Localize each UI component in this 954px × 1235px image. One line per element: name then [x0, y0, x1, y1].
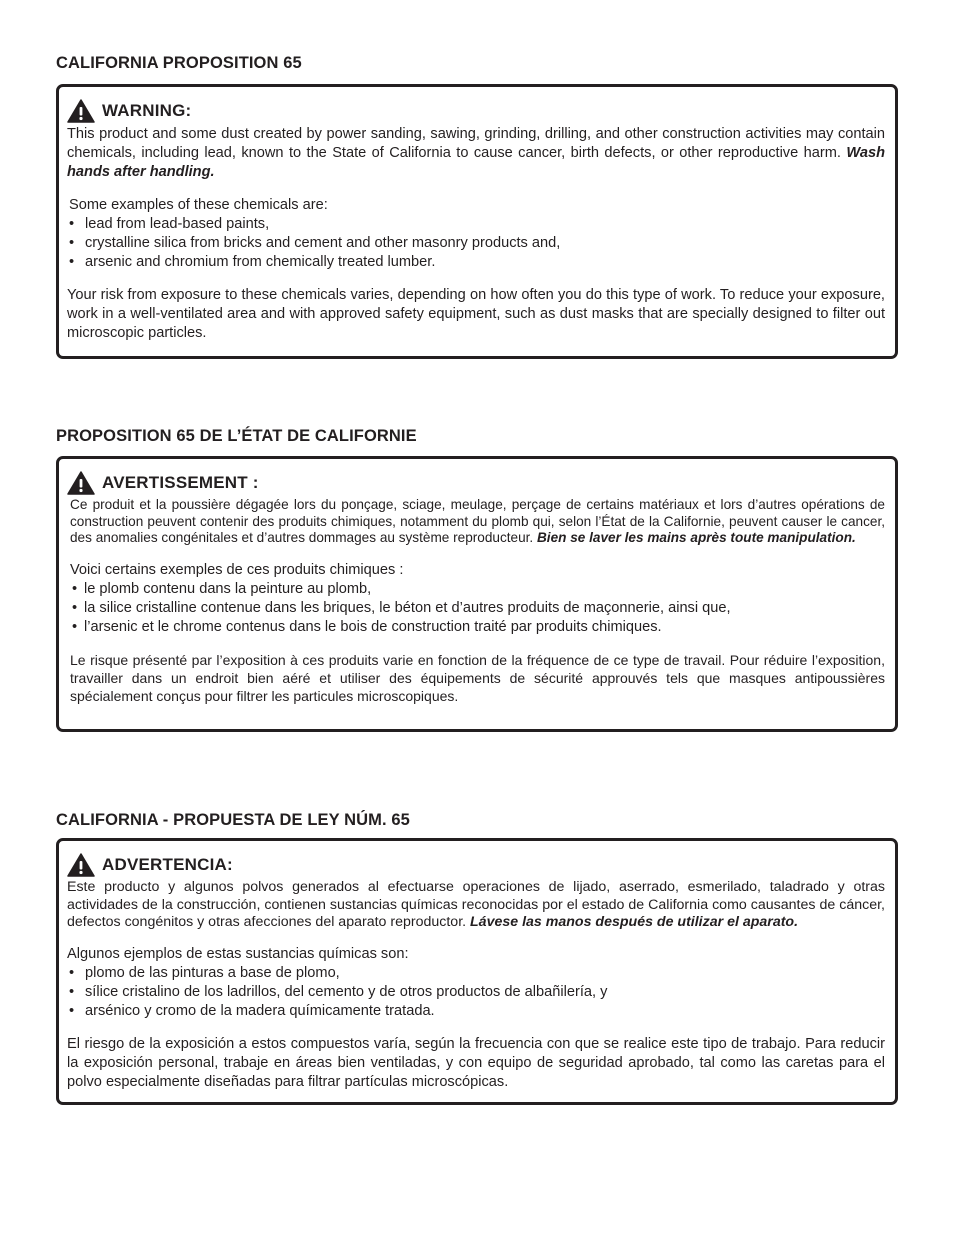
examples-intro: Some examples of these chemicals are:	[69, 197, 328, 213]
examples-list	[67, 215, 885, 272]
examples-intro: Algunos ejemplos de estas sustancias químicas son:	[67, 945, 409, 962]
warning-paragraph	[70, 497, 885, 547]
section-english	[56, 53, 898, 341]
warning-text: This product and some dust created by power sanding, sawing, grinding, drilling, and other construction activities may contain chemicals, including lead, known to the State of California to cause cancer, birth defects, or other reproductive harm.	[67, 126, 885, 161]
list-item: • lead from lead-based paints,	[67, 215, 885, 234]
warning-header	[67, 99, 885, 123]
section-title: CALIFORNIA PROPOSITION 65	[56, 54, 302, 72]
section-title: CALIFORNIA - PROPUESTA DE LEY NÚM. 65	[56, 811, 410, 829]
list-item: • plomo de las pinturas a base de plomo,	[67, 964, 885, 983]
warning-emphasis: Lávese las manos después de utilizar el aparato.	[470, 914, 799, 930]
list-item: • arsénico y cromo de la madera químicamente tratada.	[67, 1002, 885, 1021]
warning-paragraph	[67, 879, 885, 932]
warning-emphasis: Wash hands after handling.	[67, 145, 885, 180]
warning-label: WARNING:	[102, 101, 192, 120]
warning-box	[56, 456, 898, 732]
warning-triangle-icon	[67, 471, 95, 495]
warning-label: AVERTISSEMENT :	[102, 473, 259, 492]
list-item: • crystalline silica from bricks and cement and other masonry products and,	[67, 234, 885, 253]
list-item: • la silice cristalline contenue dans les briques, le béton et d’autres produits de maçonnerie, ainsi que,	[70, 599, 885, 618]
closing-paragraph: El riesgo de la exposición a estos compuestos varía, según la frecuencia con que se realice este tipo de trabajo. Para reducir la exposición personal, trabaje en áreas bien ventiladas, y con equipo de seguridad aprobado, tal como las caretas para el polvo especialmente diseñadas para filtrar partículas microscópicas.	[67, 1035, 885, 1090]
list-item: • arsenic and chromium from chemically treated lumber.	[67, 253, 885, 272]
list-item: • le plomb contenu dans la peinture au plomb,	[70, 580, 885, 599]
section-french	[56, 426, 898, 705]
warning-text: Ce produit et la poussière dégagée lors du ponçage, sciage, meulage, perçage de certains matériaux et lors d’autres opérations de construction peuvent contenir des produits chimiques, notamment du plomb qui, selon l’État de la Californie, peuvent causer le cancer, des anomalies congénitales et d’autres dommages au système reproducteur.	[70, 497, 885, 546]
list-item: • sílice cristalino de los ladrillos, del cemento y de otros productos de albañilería, y	[67, 983, 885, 1002]
section-spanish	[56, 810, 898, 1090]
warning-triangle-icon	[67, 853, 95, 877]
examples-list	[67, 964, 885, 1021]
warning-triangle-icon	[67, 99, 95, 123]
section-title: PROPOSITION 65 DE L’ÉTAT DE CALIFORNIE	[56, 427, 417, 445]
warning-header	[67, 471, 885, 495]
warning-text: Este producto y algunos polvos generados al efectuarse operaciones de lijado, aserrado, esmerilado, taladrado y otras actividades de la construcción, contienen sustancias químicas reconocidas por el estado de California como causantes de cáncer, defectos congénitos y otras afecciones del aparato reproductor.	[67, 879, 885, 930]
warning-box	[56, 838, 898, 1105]
warning-box	[56, 84, 898, 359]
examples-list	[70, 580, 885, 637]
warning-label: ADVERTENCIA:	[102, 855, 233, 874]
closing-paragraph: Your risk from exposure to these chemicals varies, depending on how often you do this type of work. To reduce your exposure, work in a well-ventilated area and with approved safety equipment, such as dust masks that are specially designed to filter out microscopic particles.	[67, 287, 885, 341]
warning-header	[67, 853, 885, 877]
list-item: • l’arsenic et le chrome contenus dans le bois de construction traité par produits chimiques.	[70, 618, 885, 637]
closing-paragraph: Le risque présenté par l’exposition à ces produits varie en fonction de la fréquence de ce type de travail. Pour réduire l’exposition, travailler dans un endroit bien aéré et utiliser des équipements de sécurité approuvés tels que masques antipoussières spécialement conçus pour filtrer les particules microscopiques.	[70, 652, 885, 705]
examples-intro: Voici certains exemples de ces produits chimiques :	[70, 562, 404, 579]
warning-emphasis: Bien se laver les mains après toute manipulation.	[536, 530, 856, 546]
warning-paragraph	[67, 125, 885, 182]
